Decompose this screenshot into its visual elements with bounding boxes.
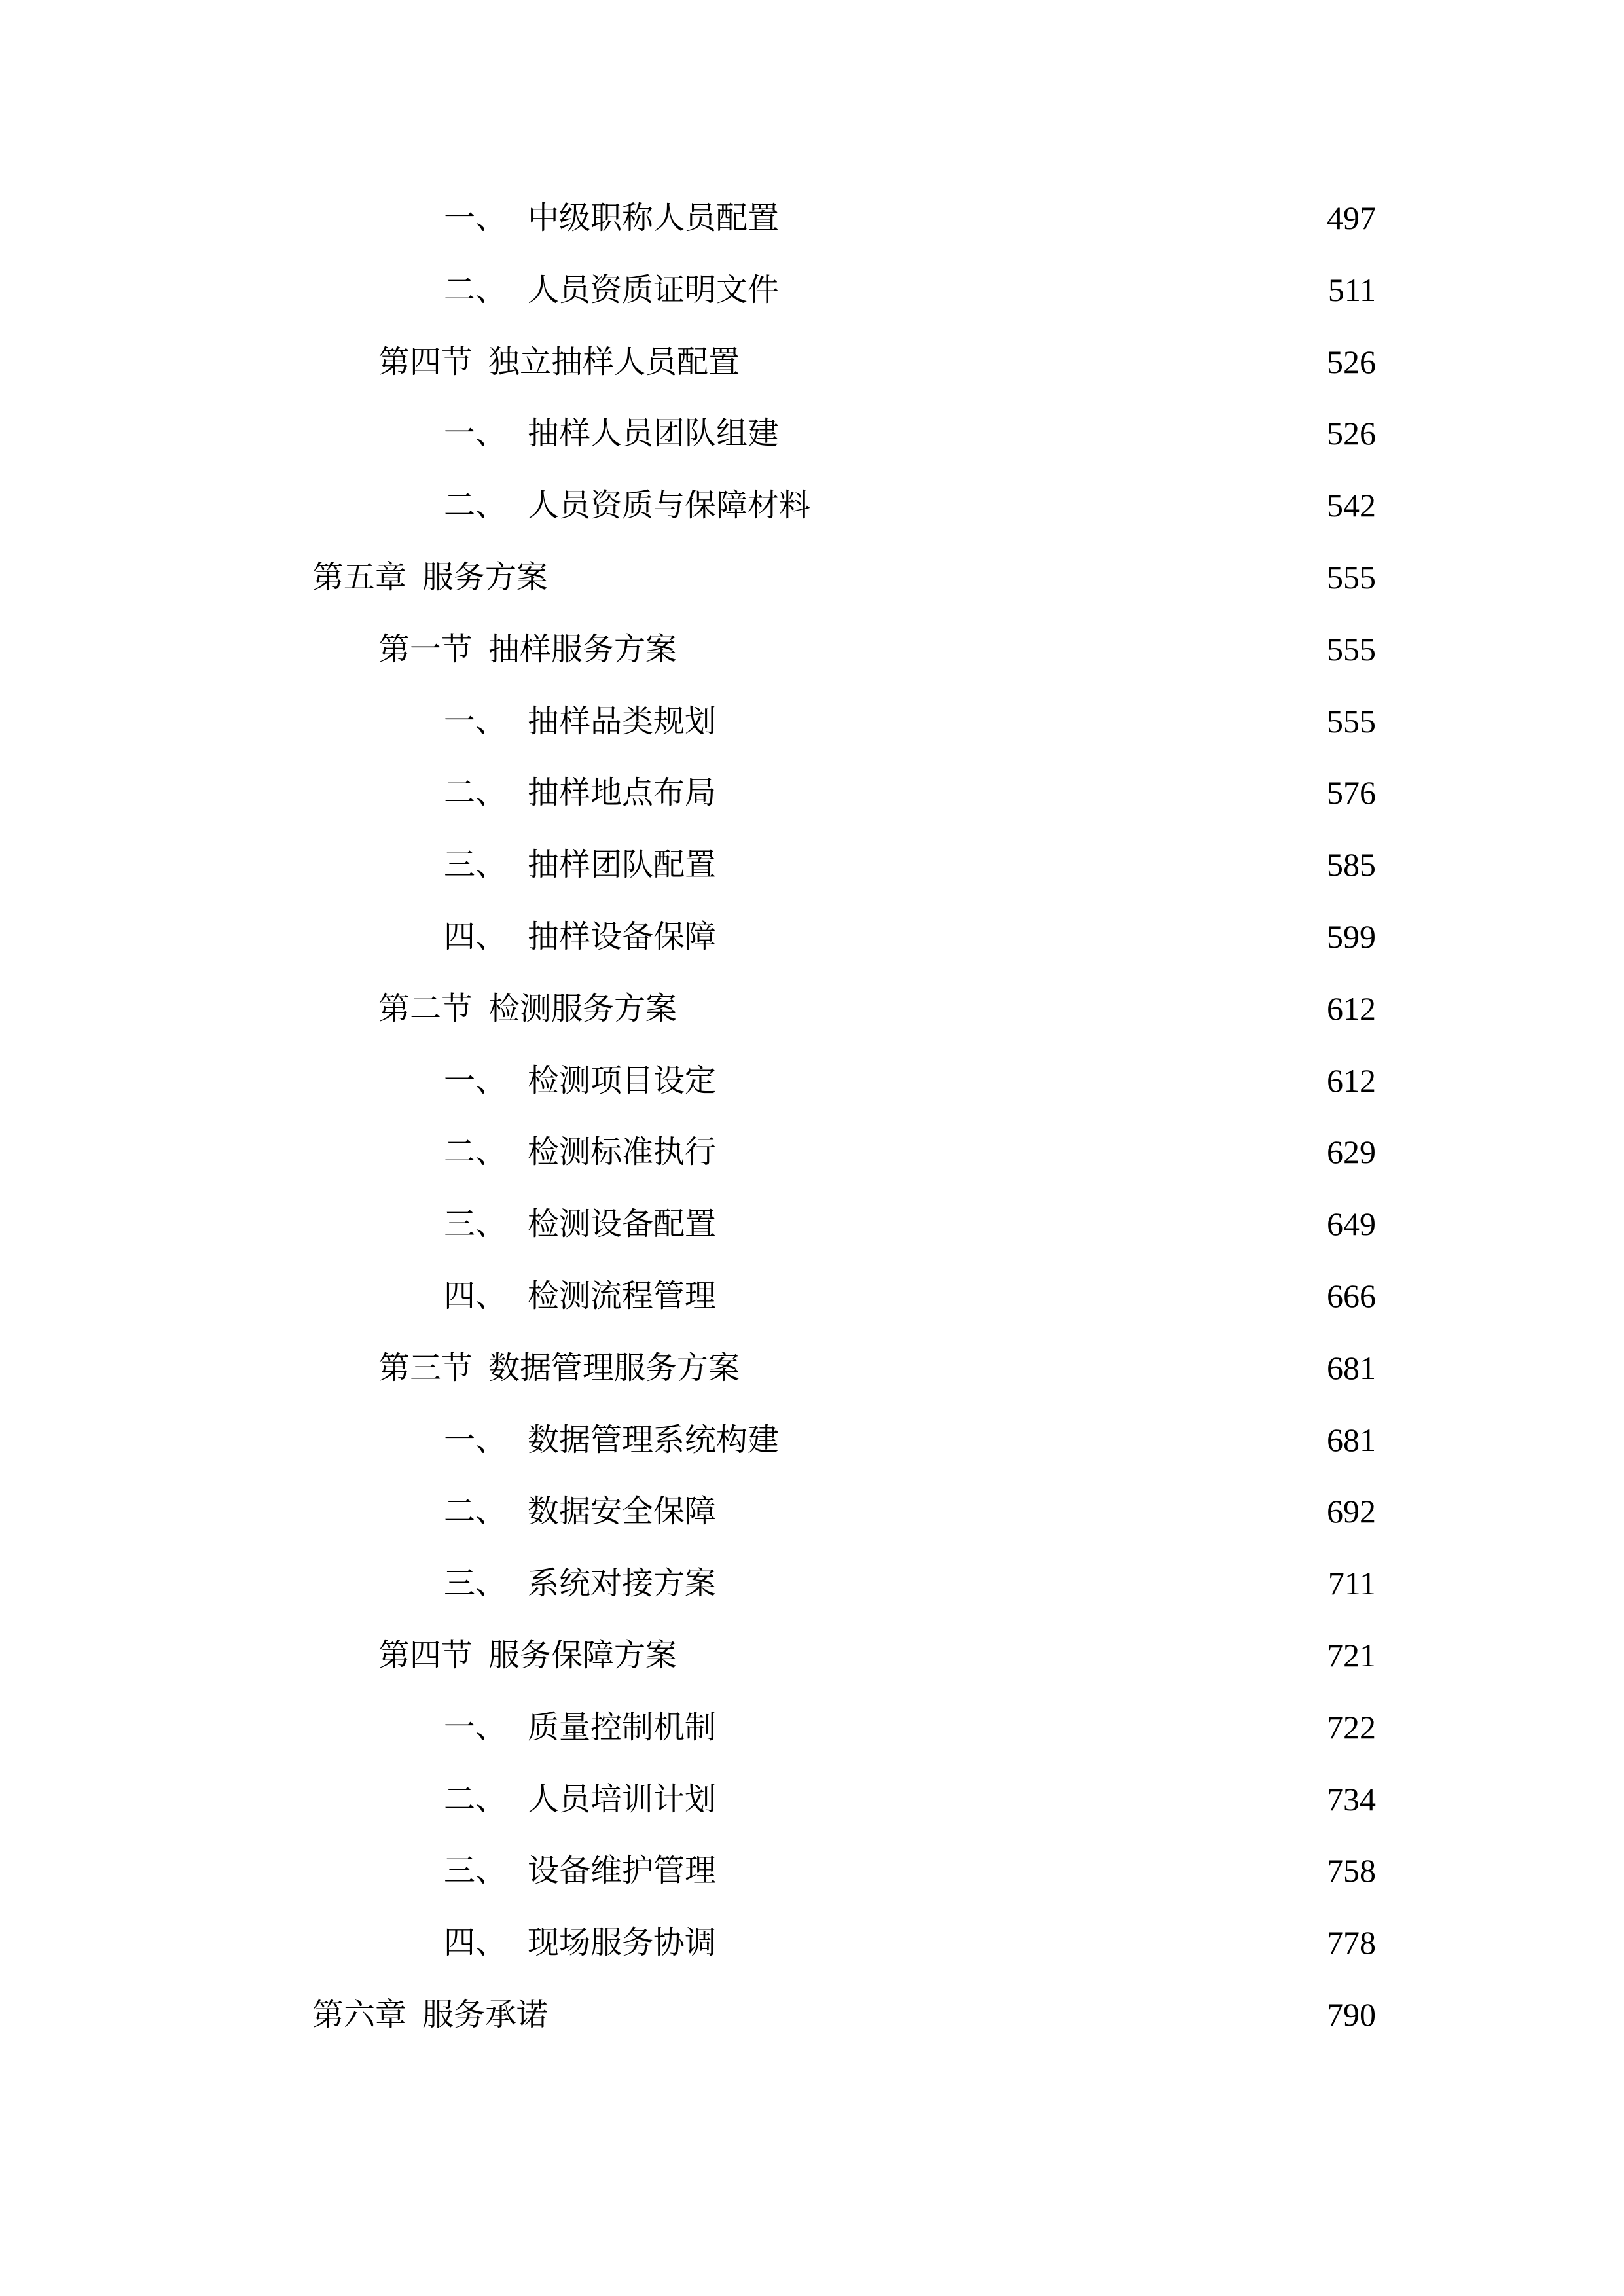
toc-entry-title: 抽样团队配置 [528, 846, 717, 883]
toc-entry-page: 721 [1327, 1637, 1376, 1674]
dot-leader [682, 1623, 1315, 1695]
toc-entry-page: 585 [1327, 846, 1376, 883]
toc-entry-number: 二、 [444, 1781, 507, 1818]
dot-leader [745, 1336, 1315, 1408]
toc-entry-page: 555 [1327, 631, 1376, 668]
toc-entry-page: 612 [1327, 990, 1376, 1027]
toc-entry-title: 服务方案 [422, 559, 549, 596]
toc-entry[interactable] [312, 1979, 1376, 2051]
toc-entry-number: 一、 [444, 1062, 507, 1099]
toc-entry[interactable] [444, 1835, 1376, 1907]
toc-entry[interactable] [378, 1332, 1376, 1404]
toc-entry-title: 数据管理系统构建 [528, 1422, 780, 1458]
toc-entry-number: 第四节 [378, 1637, 473, 1674]
toc-entry-page: 681 [1327, 1422, 1376, 1458]
toc-entry-page: 599 [1327, 918, 1376, 955]
dot-leader [682, 617, 1315, 689]
toc-entry-title: 检测标准执行 [528, 1134, 717, 1170]
toc-entry[interactable] [312, 541, 1376, 613]
dot-leader [784, 258, 1316, 330]
toc-entry-page: 790 [1327, 1996, 1376, 2033]
toc-entry[interactable] [444, 685, 1376, 757]
toc-entry-number: 第三节 [378, 1350, 473, 1386]
toc-entry[interactable] [444, 1547, 1376, 1619]
dot-leader [721, 1264, 1315, 1336]
dot-leader [721, 1551, 1316, 1623]
toc-entry-number: 一、 [444, 1422, 507, 1458]
toc-entry-title: 服务保障方案 [488, 1637, 677, 1674]
toc-entry-page: 511 [1327, 272, 1376, 308]
dot-leader [721, 1192, 1315, 1264]
dot-leader [721, 1695, 1315, 1767]
toc-entry[interactable] [444, 901, 1376, 973]
toc-entry-title: 抽样地点布局 [528, 774, 717, 811]
toc-entry[interactable] [444, 1260, 1376, 1332]
toc-entry-title: 人员资质证明文件 [528, 272, 780, 308]
toc-entry-number: 一、 [444, 703, 507, 740]
toc-entry-number: 四、 [444, 918, 507, 955]
toc-entry-title: 质量控制机制 [528, 1709, 717, 1746]
toc-entry-title: 抽样设备保障 [528, 918, 717, 955]
toc-entry-title: 人员资质与保障材料 [528, 487, 811, 524]
toc-entry-page: 681 [1327, 1350, 1376, 1386]
toc-entry-page: 734 [1327, 1781, 1376, 1818]
toc-entry-title: 现场服务协调 [528, 1924, 717, 1961]
toc-entry-page: 542 [1327, 487, 1376, 524]
dot-leader [721, 905, 1315, 977]
toc-entry-number: 第五章 [312, 559, 407, 596]
toc-entry-page: 576 [1327, 774, 1376, 811]
toc-entry-page: 666 [1327, 1278, 1376, 1314]
toc-entry-number: 二、 [444, 1493, 507, 1530]
toc-entry[interactable] [444, 397, 1376, 469]
toc-entry-page: 497 [1327, 200, 1376, 236]
dot-leader [721, 1049, 1315, 1121]
dot-leader [784, 401, 1315, 473]
dot-leader [721, 1479, 1315, 1551]
toc-entry-title: 设备维护管理 [528, 1852, 717, 1889]
dot-leader [553, 545, 1315, 617]
toc-entry-title: 检测服务方案 [488, 990, 677, 1027]
toc-entry[interactable] [378, 1619, 1376, 1691]
toc-entry-number: 第四节 [378, 344, 473, 380]
toc-entry-page: 722 [1327, 1709, 1376, 1746]
toc-entry[interactable] [444, 182, 1376, 254]
toc-entry-title: 检测设备配置 [528, 1206, 717, 1242]
toc-entry-page: 526 [1327, 415, 1376, 452]
toc-entry-page: 778 [1327, 1924, 1376, 1961]
toc-entry-number: 一、 [444, 1709, 507, 1746]
dot-leader [816, 473, 1315, 545]
toc-entry-title: 服务承诺 [422, 1996, 549, 2033]
toc-entry[interactable] [444, 1763, 1376, 1835]
toc-entry-number: 第六章 [312, 1996, 407, 2033]
toc-entry[interactable] [444, 829, 1376, 901]
toc-entry-title: 人员培训计划 [528, 1781, 717, 1818]
toc-entry[interactable] [444, 1188, 1376, 1260]
dot-leader [721, 833, 1315, 905]
dot-leader [784, 186, 1315, 258]
toc-entry-title: 系统对接方案 [528, 1565, 717, 1602]
toc-entry-title: 抽样服务方案 [488, 631, 677, 668]
toc-entry-number: 三、 [444, 1565, 507, 1602]
toc-entry-page: 758 [1327, 1852, 1376, 1889]
toc-entry-number: 四、 [444, 1924, 507, 1961]
toc-entry-title: 检测流程管理 [528, 1278, 717, 1314]
toc-entry[interactable] [444, 469, 1376, 541]
toc-entry[interactable] [444, 1045, 1376, 1117]
toc-entry-page: 629 [1327, 1134, 1376, 1170]
toc-entry-page: 711 [1327, 1565, 1376, 1602]
dot-leader [721, 689, 1315, 761]
toc-entry[interactable] [378, 326, 1376, 398]
toc-entry-number: 二、 [444, 272, 507, 308]
toc-entry-number: 三、 [444, 846, 507, 883]
dot-leader [721, 1910, 1315, 1982]
toc-entry[interactable] [444, 254, 1376, 326]
toc-entry[interactable] [444, 1691, 1376, 1763]
toc-entry-page: 649 [1327, 1206, 1376, 1242]
toc-entry-page: 555 [1327, 703, 1376, 740]
toc-entry-title: 数据管理服务方案 [488, 1350, 740, 1386]
toc-entry-page: 526 [1327, 344, 1376, 380]
toc-entry-title: 数据安全保障 [528, 1493, 717, 1530]
dot-leader [721, 1120, 1315, 1192]
toc-entry-title: 抽样人员团队组建 [528, 415, 780, 452]
toc-entry-number: 一、 [444, 415, 507, 452]
toc-entry-title: 独立抽样人员配置 [488, 344, 740, 380]
toc-entry[interactable] [378, 973, 1376, 1045]
toc-entry-title: 抽样品类规划 [528, 703, 717, 740]
toc-entry-number: 二、 [444, 774, 507, 811]
dot-leader [784, 1408, 1315, 1480]
dot-leader [721, 761, 1315, 833]
toc-entry[interactable] [444, 1116, 1376, 1188]
toc-entry-number: 第一节 [378, 631, 473, 668]
toc-entry-number: 一、 [444, 200, 507, 236]
toc-entry-number: 三、 [444, 1852, 507, 1889]
toc-entry-number: 四、 [444, 1278, 507, 1314]
toc-entry-title: 检测项目设定 [528, 1062, 717, 1099]
dot-leader [721, 1839, 1315, 1910]
toc-entry-number: 二、 [444, 1134, 507, 1170]
toc-entry[interactable] [444, 1475, 1376, 1547]
toc-entry-page: 612 [1327, 1062, 1376, 1099]
toc-entry[interactable] [444, 757, 1376, 829]
toc-entry-page: 555 [1327, 559, 1376, 596]
toc-entry-page: 692 [1327, 1493, 1376, 1530]
dot-leader [682, 977, 1315, 1049]
toc-entry[interactable] [444, 1907, 1376, 1979]
toc-entry[interactable] [378, 613, 1376, 685]
toc-entry[interactable] [444, 1404, 1376, 1476]
dot-leader [721, 1767, 1315, 1839]
dot-leader [745, 330, 1315, 402]
toc-entry-number: 第二节 [378, 990, 473, 1027]
dot-leader [553, 1982, 1315, 2054]
toc-entry-title: 中级职称人员配置 [528, 200, 780, 236]
toc-entry-number: 三、 [444, 1206, 507, 1242]
toc-entry-number: 二、 [444, 487, 507, 524]
